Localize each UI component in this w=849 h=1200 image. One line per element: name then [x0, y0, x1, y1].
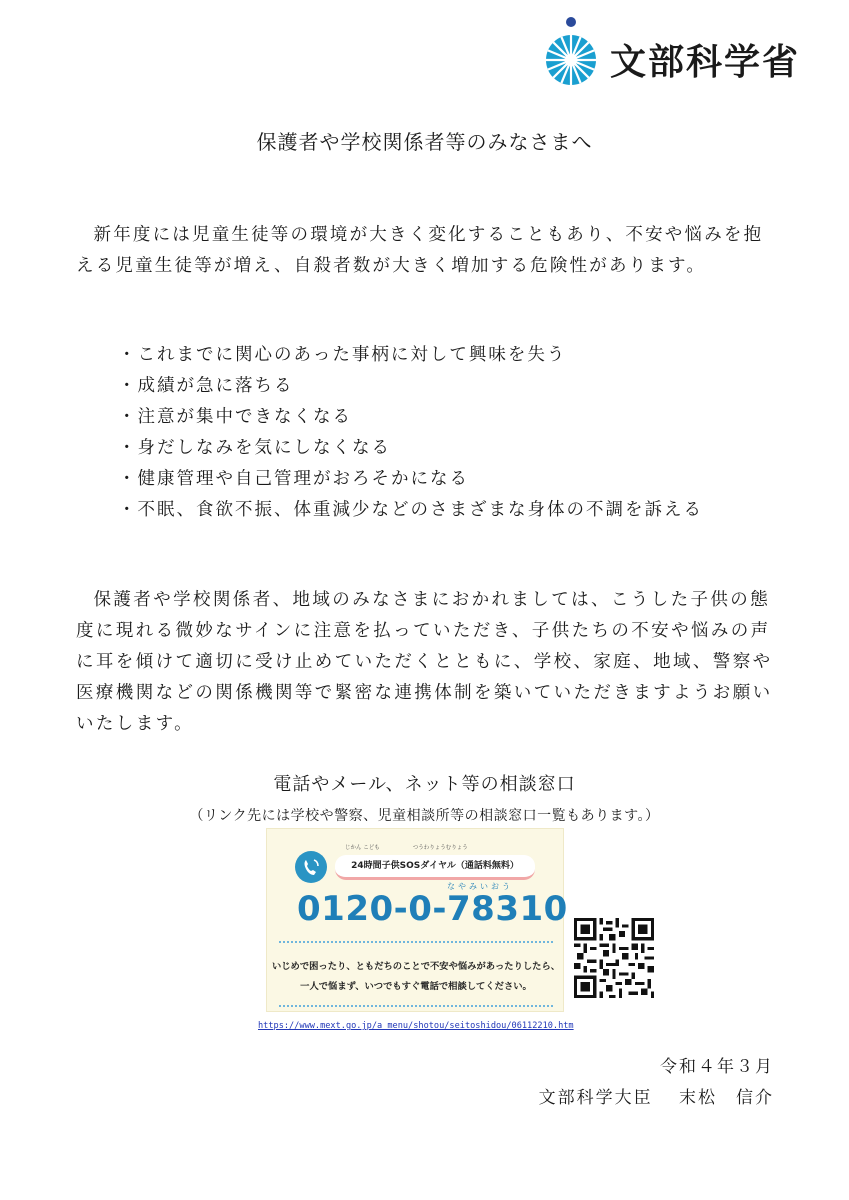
- list-item: ・不眠、食欲不振、体重減少などのさまざまな身体の不調を訴える: [118, 500, 703, 520]
- phone-number-ruby: なやみいおう: [447, 882, 513, 891]
- service-name-ruby: じかん こども つうわりょうむりょう: [345, 845, 468, 851]
- list-item: ・成績が急に落ちる: [118, 376, 294, 396]
- banner-message: [267, 957, 565, 997]
- mext-emblem-icon: [540, 14, 606, 86]
- list-item: ・これまでに関心のあった事柄に対して興味を失う: [118, 345, 567, 365]
- dotted-divider: [279, 941, 553, 943]
- mext-logo: [540, 14, 801, 86]
- banner-message-line: 一人で悩まず、いつでもすぐ電話で相談してください。: [300, 981, 532, 992]
- warning-signs-list: [118, 340, 703, 526]
- consult-link[interactable]: https://www.mext.go.jp/a_menu/shotou/seitoshidou/06112210.htm: [258, 1021, 574, 1031]
- list-item: ・身だしなみを気にしなくなる: [118, 438, 391, 458]
- sos-dial-banner[interactable]: [266, 828, 568, 1012]
- request-paragraph: 保護者や学校関係者、地域のみなさまにおかれましては、こうした子供の態度に現れる微妙なサインに注意を払っていただき、子供たちの不安や悩みの声に耳を傾けて適切に受け止めていただくとともに、学校、家庭、地域、警察や医療機関などの関係機関等で緊密な連携体制を築いていただきますようお願いいたします。: [76, 590, 773, 734]
- qr-code-icon[interactable]: [574, 918, 654, 998]
- logo-text: 文部科学省: [610, 42, 801, 83]
- issue-date: 令和４年３月: [660, 1057, 774, 1077]
- intro-paragraph: 新年度には児童生徒等の環境が大きく変化することもあり、不安や悩みを抱える児童生徒等が増え、自殺者数が大きく増加する危険性があります。: [76, 225, 764, 276]
- list-item: ・注意が集中できなくなる: [118, 407, 352, 427]
- service-name: 24時間子供SOSダイヤル（通話料無料）: [335, 855, 535, 880]
- phone-number[interactable]: 0120-0-78310: [297, 889, 568, 929]
- consult-title: 電話やメール、ネット等の相談窓口: [273, 774, 576, 795]
- page-title: 保護者や学校関係者等のみなさまへ: [256, 130, 593, 154]
- list-item: ・健康管理や自己管理がおろそかになる: [118, 469, 469, 489]
- phone-icon: [295, 851, 327, 883]
- dotted-divider: [279, 1005, 553, 1007]
- consult-note: （リンク先には学校や警察、児童相談所等の相談窓口一覧もあります。）: [189, 808, 660, 824]
- signer-name: 文部科学大臣 末松 信介: [538, 1088, 774, 1108]
- banner-message-line: いじめで困ったり、ともだちのことで不安や悩みがあったりしたら、: [271, 961, 561, 972]
